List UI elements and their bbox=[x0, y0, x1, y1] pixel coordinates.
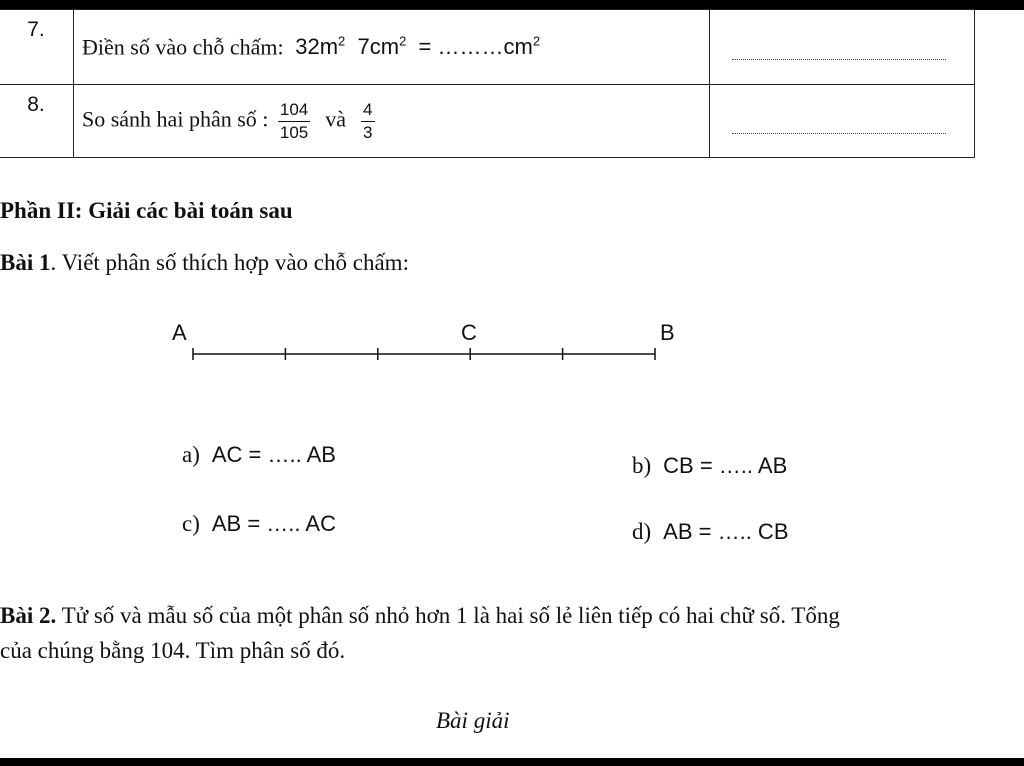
bottom-border bbox=[0, 758, 1024, 766]
point-c-label: C bbox=[461, 320, 477, 345]
bai2-line2: của chúng bằng 104. Tìm phân số đó. bbox=[0, 638, 346, 663]
item-b: b) CB = ….. AB bbox=[632, 453, 788, 478]
question-7-text: Điền số vào chỗ chấm: $32m^2$ $7cm^2$ = $\dots\dots\dots cm^2$ bbox=[74, 10, 710, 85]
answer-dots bbox=[732, 127, 946, 134]
question-8-text: So sánh hai phân số : $\frac{104}{105}$ và $\frac{4}{3}$ bbox=[74, 85, 710, 158]
item-d: d) AB = ….. CB bbox=[632, 519, 789, 544]
part2-heading: Phần II: Giải các bài toán sau bbox=[0, 198, 293, 223]
point-a-label: A bbox=[172, 320, 187, 345]
table-row bbox=[0, 10, 975, 85]
answer-cell-7[interactable] bbox=[710, 10, 975, 85]
fraction-4-3: $\frac{4}{3}$ bbox=[363, 99, 373, 142]
fill-blank: ……… bbox=[437, 34, 504, 60]
answer-dots bbox=[732, 53, 946, 60]
answer-cell-8[interactable] bbox=[710, 85, 975, 158]
question-number: 8. bbox=[0, 85, 74, 158]
point-b-label: B bbox=[660, 320, 675, 345]
bai2-line1: Bài 2. Tử số và mẫu số của một phân số nhỏ hơn 1 là hai số lẻ liên tiếp có hai chữ số. Tổng bbox=[0, 603, 840, 628]
item-a: a) AC = ….. AB bbox=[182, 442, 336, 467]
bai1-heading: Bài 1. Viết phân số thích hợp vào chỗ chấm: bbox=[0, 250, 409, 275]
question-number: 7. bbox=[0, 10, 74, 85]
item-c: c) AB = ….. AC bbox=[182, 511, 336, 536]
segment-ab bbox=[0, 340, 1024, 370]
table-row bbox=[0, 85, 975, 158]
expr-32m2: $32m^2$ $7cm^2$ = $\dots\dots\dots cm^2$ bbox=[295, 33, 541, 60]
question-table bbox=[0, 9, 975, 158]
solution-title: Bài giải bbox=[436, 708, 510, 733]
fraction-104-105: $\frac{104}{105}$ bbox=[279, 99, 309, 142]
